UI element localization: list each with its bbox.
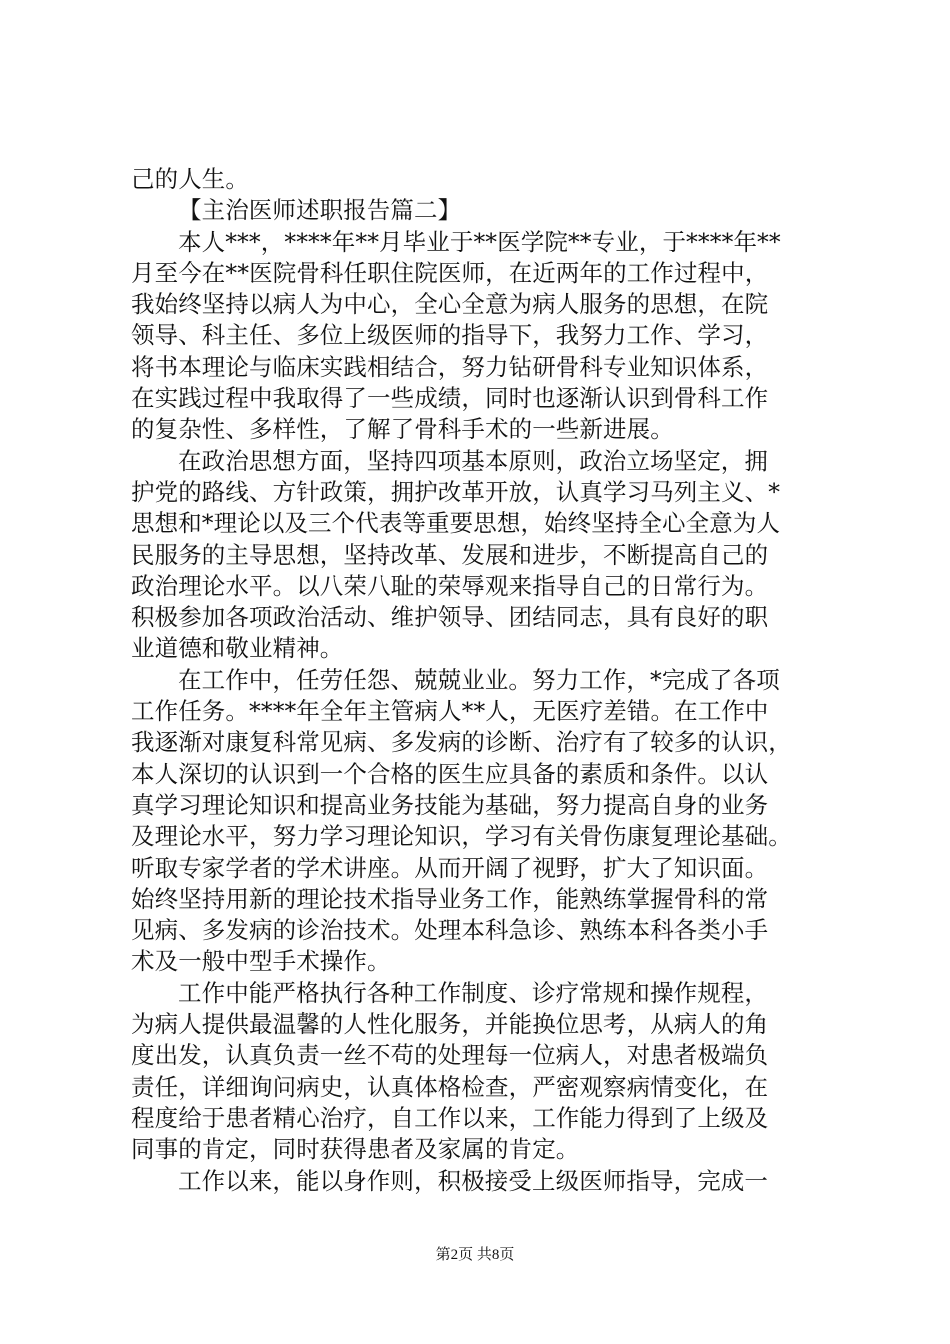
text-line: 同事的肯定，同时获得患者及家属的肯定。 <box>131 1135 580 1164</box>
text-line: 及理论水平，努力学习理论知识，学习有关骨伤康复理论基础。 <box>131 822 792 851</box>
text-line: 术及一般中型手术操作。 <box>131 947 391 976</box>
page-footer: 第2页 共8页 <box>435 1247 515 1263</box>
text-line: 在工作中，任劳任怨、兢兢业业。努力工作，*完成了各项 <box>178 665 780 694</box>
text-line: 民服务的主导思想，坚持改革、发展和进步，不断提高自己的 <box>131 540 769 569</box>
document-body <box>131 164 831 1197</box>
text-line: 度出发，认真负责一丝不苟的处理每一位病人，对患者极端负 <box>131 1041 769 1070</box>
text-line: 领导、科主任、多位上级医师的指导下，我努力工作、学习， <box>131 321 769 350</box>
text-line: 为病人提供最温馨的人性化服务，并能换位思考，从病人的角 <box>131 1010 769 1039</box>
text-line: 本人***，****年**月毕业于**医学院**专业，于****年** <box>178 227 781 256</box>
text-line: 真学习理论知识和提高业务技能为基础，努力提高自身的业务 <box>131 790 769 819</box>
text-line: 工作中能严格执行各种工作制度、诊疗常规和操作规程， <box>178 978 768 1007</box>
text-line: 我逐渐对康复科常见病、多发病的诊断、治疗有了较多的认识， <box>131 728 792 757</box>
text-line: 思想和*理论以及三个代表等重要思想，始终坚持全心全意为人 <box>131 509 781 538</box>
text-line: 护党的路线、方针政策，拥护改革开放，认真学习马列主义、* <box>131 477 781 506</box>
text-line: 工作任务。****年全年主管病人**人，无医疗差错。在工作中 <box>131 697 769 726</box>
text-line: 在实践过程中我取得了一些成绩，同时也逐渐认识到骨科工作 <box>131 384 769 413</box>
text-line: 本人深切的认识到一个合格的医生应具备的素质和条件。以认 <box>131 759 769 788</box>
text-line: 始终坚持用新的理论技术指导业务工作，能熟练掌握骨科的常 <box>131 884 769 913</box>
text-line: 月至今在**医院骨科任职住院医师，在近两年的工作过程中， <box>131 258 769 287</box>
text-line: 政治理论水平。以八荣八耻的荣辱观来指导自己的日常行为。 <box>131 571 769 600</box>
text-line: 我始终坚持以病人为中心，全心全意为病人服务的思想，在院 <box>131 290 769 319</box>
text-line: 业道德和敬业精神。 <box>131 634 344 663</box>
text-line: 【主治医师述职报告篇二】 <box>178 196 462 225</box>
text-line: 责任，详细询问病史，认真体格检查，严密观察病情变化，在 <box>131 1072 769 1101</box>
text-line: 己的人生。 <box>131 165 249 193</box>
text-line: 在政治思想方面，坚持四项基本原则，政治立场坚定，拥 <box>178 446 768 475</box>
text-line: 听取专家学者的学术讲座。从而开阔了视野，扩大了知识面。 <box>131 853 769 882</box>
text-line: 工作以来，能以身作则，积极接受上级医师指导，完成一 <box>178 1166 768 1195</box>
text-line: 的复杂性、多样性，了解了骨科手术的一些新进展。 <box>131 415 674 444</box>
text-line: 积极参加各项政治活动、维护领导、团结同志，具有良好的职 <box>131 603 769 632</box>
text-line: 见病、多发病的诊治技术。处理本科急诊、熟练本科各类小手 <box>131 916 769 945</box>
text-line: 程度给于患者精心治疗，自工作以来，工作能力得到了上级及 <box>131 1103 769 1132</box>
text-line: 将书本理论与临床实践相结合，努力钻研骨科专业知识体系， <box>131 352 769 381</box>
